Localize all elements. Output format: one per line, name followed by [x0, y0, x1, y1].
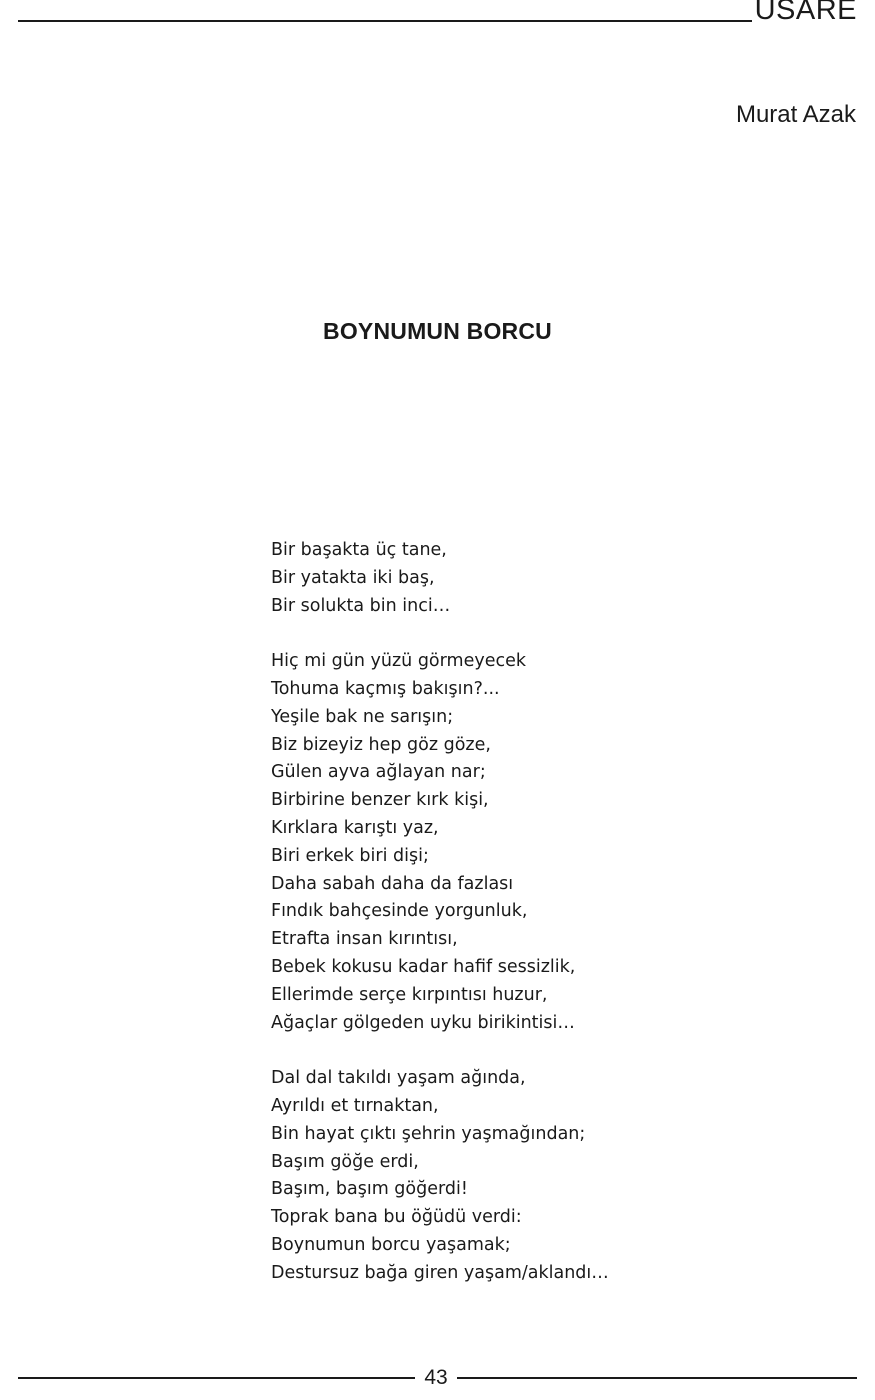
poem-line: Gülen ayva ağlayan nar;	[271, 762, 486, 783]
footer-rule-right	[457, 1377, 857, 1379]
poem-line: Bir yatakta iki baş,	[271, 567, 435, 588]
poem-line: Biz bizeyiz hep göz göze,	[271, 734, 491, 755]
footer-rule-left	[18, 1377, 415, 1379]
poem-line: Boynumun borcu yaşamak;	[271, 1234, 511, 1255]
poem-line: Tohuma kaçmış bakışın?...	[271, 678, 500, 699]
poem-line: Kırklara karıştı yaz,	[271, 817, 439, 838]
page-footer	[18, 1364, 857, 1394]
poem-line: Etrafta insan kırıntısı,	[271, 929, 458, 950]
page-number: 43	[424, 1366, 448, 1389]
poem-line: Ellerimde serçe kırpıntısı huzur,	[271, 984, 548, 1005]
poem-line: Dal dal takıldı yaşam ağında,	[271, 1068, 526, 1089]
poem-title: BOYNUMUN BORCU	[323, 318, 552, 344]
poem-line: Bir başakta üç tane,	[271, 540, 447, 560]
stanza-3	[271, 1065, 609, 1287]
poem-body	[271, 537, 609, 1288]
poem-line: Toprak bana bu öğüdü verdi:	[271, 1207, 522, 1228]
poem-line: Bebek kokusu kadar hafif sessizlik,	[271, 956, 576, 977]
poem-line: Hiç mi gün yüzü görmeyecek	[271, 651, 526, 672]
poem-line: Başım, başım göğerdi!	[271, 1179, 468, 1200]
poem-line: Başım göğe erdi,	[271, 1151, 419, 1172]
poem-line: Bir solukta bin inci…	[271, 595, 451, 616]
author-name: Murat Azak	[735, 101, 856, 128]
poem-line: Biri erkek biri dişi;	[271, 845, 429, 866]
poem-line: Fındık bahçesinde yorgunluk,	[271, 901, 528, 922]
header-rule	[18, 20, 752, 22]
journal-name: USARE	[754, 0, 857, 26]
stanza-1	[271, 537, 609, 620]
stanza-2	[271, 648, 609, 1037]
poem-line: Yeşile bak ne sarışın;	[271, 706, 454, 727]
poem-line: Birbirine benzer kırk kişi,	[271, 790, 489, 811]
poem-line: Ağaçlar gölgeden uyku birikintisi…	[271, 1012, 575, 1033]
poem-line: Destursuz bağa giren yaşam/aklandı…	[271, 1262, 609, 1283]
poem-line: Daha sabah daha da fazlası	[271, 873, 514, 894]
poem-line: Ayrıldı et tırnaktan,	[271, 1095, 439, 1116]
poem-line: Bin hayat çıktı şehrin yaşmağından;	[271, 1123, 586, 1144]
